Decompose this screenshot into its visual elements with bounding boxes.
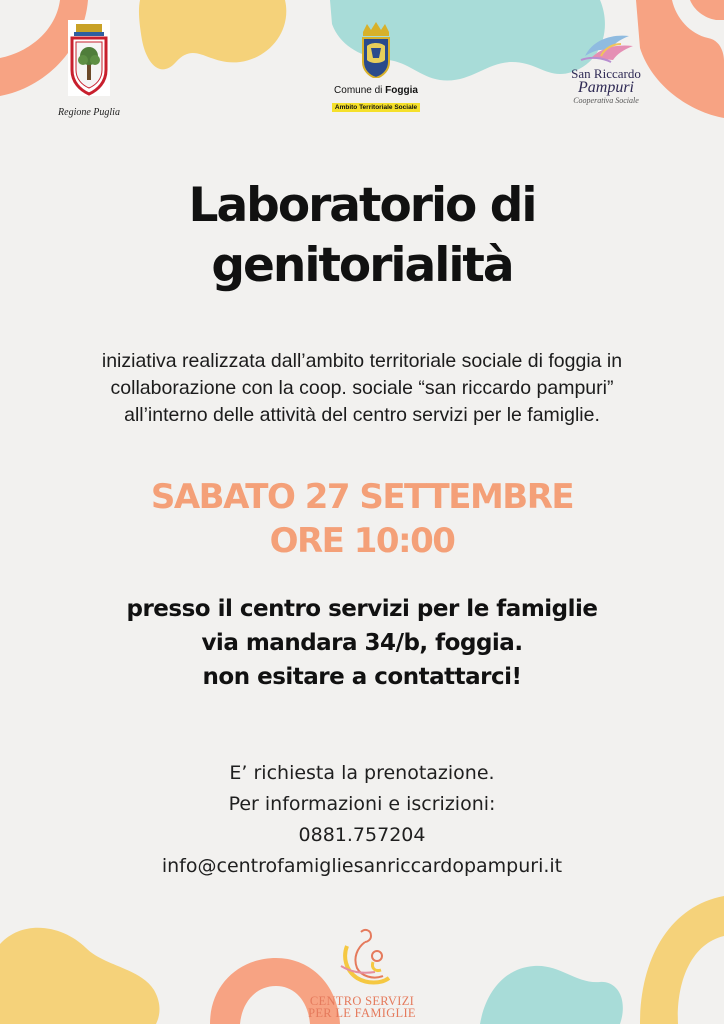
blob-yellow-top <box>139 0 286 69</box>
info-label: Per informazioni e iscrizioni: <box>228 793 496 815</box>
page-title-line1: Laboratorio di <box>188 178 536 233</box>
family-figure-icon <box>317 926 407 990</box>
centro-servizi-logo <box>296 926 428 1019</box>
contact-block <box>0 758 724 882</box>
email-link[interactable]: info@centrofamigliesanriccardopampuri.it <box>161 855 563 877</box>
intro-line: all’interno delle attività del centro servizi per le famiglie. <box>124 404 600 426</box>
event-time: ORE 10:00 <box>269 521 455 561</box>
blob-yellow-bottom-left <box>0 928 160 1024</box>
phone-number[interactable]: 0881.757204 <box>298 824 426 846</box>
coop-name-line1: San Riccardo <box>571 66 641 81</box>
foggia-coat-of-arms-icon <box>359 22 393 78</box>
comune-city: Foggia <box>385 85 418 96</box>
location-line: presso il centro servizi per le famiglie <box>126 596 598 622</box>
location-block <box>0 592 724 694</box>
san-riccardo-pampuri-logo <box>556 26 656 105</box>
comune-line1 <box>316 85 436 96</box>
blob-yellow-ring-bottom-right <box>640 896 724 1024</box>
intro-paragraph <box>20 348 704 429</box>
comune-line2: Ambito Territoriale Sociale <box>332 103 420 112</box>
regione-puglia-logo <box>58 18 120 118</box>
page-title-line2: genitorialità <box>211 238 513 293</box>
location-line: via mandara 34/b, foggia. <box>201 630 523 656</box>
comune-foggia-logo <box>316 22 436 114</box>
booking-note: E’ richiesta la prenotazione. <box>229 762 495 784</box>
coop-name-line2: Pampuri <box>578 79 634 96</box>
event-date: SABATO 27 SETTEMBRE <box>150 477 574 517</box>
intro-line: collaborazione con la coop. sociale “san riccardo pampuri” <box>110 377 614 399</box>
intro-line: iniziativa realizzata dall’ambito territoriale sociale di foggia in <box>101 350 623 372</box>
dove-icon <box>571 26 641 66</box>
blob-teal-bottom <box>480 966 623 1024</box>
comune-prefix: Comune di <box>334 85 383 96</box>
location-line: non esitare a contattarci! <box>202 664 522 690</box>
centro-line2: PER LE FAMIGLIE <box>308 1006 416 1020</box>
regione-caption: Regione Puglia <box>58 107 120 118</box>
centro-line1: CENTRO SERVIZI <box>309 994 415 1008</box>
coop-subtitle: Cooperativa Sociale <box>573 96 639 105</box>
regione-puglia-coat-of-arms-icon <box>62 18 116 100</box>
